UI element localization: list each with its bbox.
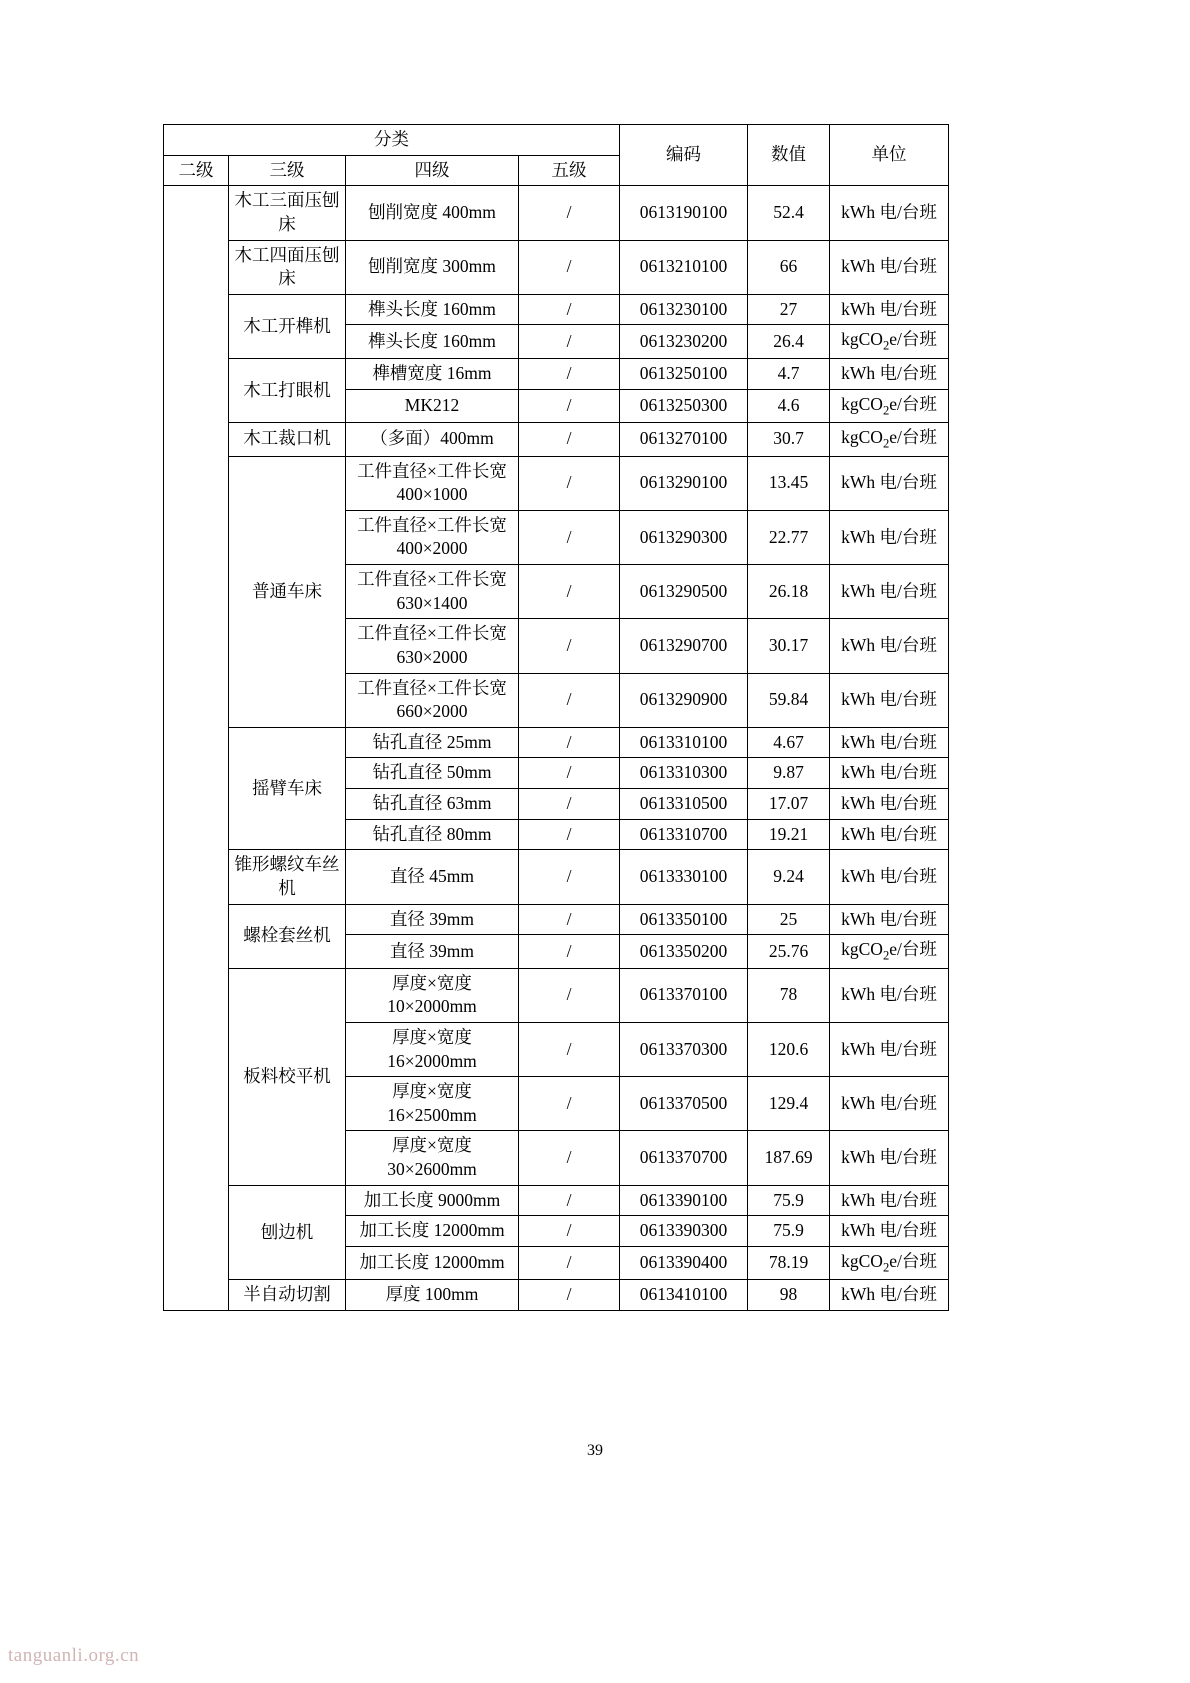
cell-level4: 厚度 100mm [346, 1280, 519, 1311]
cell-level5: / [519, 294, 620, 325]
cell-level5: / [519, 904, 620, 935]
table-row [164, 727, 949, 758]
cell-level3: 木工开榫机 [229, 294, 346, 358]
cell-code: 0613290700 [620, 619, 748, 673]
table-row [164, 850, 949, 904]
cell-code: 0613290300 [620, 510, 748, 564]
cell-level5: / [519, 186, 620, 240]
cell-level5: / [519, 389, 620, 423]
cell-unit: kWh 电/台班 [830, 1077, 949, 1131]
cell-level3: 摇臂车床 [229, 727, 346, 850]
cell-code: 0613310100 [620, 727, 748, 758]
cell-code: 0613370300 [620, 1022, 748, 1076]
cell-level5: / [519, 1216, 620, 1247]
cell-level4: 榫槽宽度 16mm [346, 358, 519, 389]
cell-value: 98 [748, 1280, 830, 1311]
table-row [164, 186, 949, 240]
cell-level4: 钻孔直径 25mm [346, 727, 519, 758]
cell-level4: 工件直径×工件长宽 660×2000 [346, 673, 519, 727]
cell-code: 0613210100 [620, 240, 748, 294]
watermark: tanguanli.org.cn [8, 1645, 140, 1666]
cell-level4: 工件直径×工件长宽 630×1400 [346, 565, 519, 619]
cell-value: 30.7 [748, 423, 830, 457]
cell-level4: 榫头长度 160mm [346, 325, 519, 359]
cell-code: 0613290100 [620, 456, 748, 510]
cell-level3: 木工三面压刨床 [229, 186, 346, 240]
header-classification: 分类 [164, 125, 620, 156]
cell-unit: kWh 电/台班 [830, 294, 949, 325]
cell-value: 19.21 [748, 819, 830, 850]
cell-level5: / [519, 935, 620, 969]
cell-value: 9.87 [748, 758, 830, 789]
header-unit: 单位 [830, 125, 949, 186]
cell-unit: kWh 电/台班 [830, 240, 949, 294]
cell-code: 0613230100 [620, 294, 748, 325]
cell-code: 0613290900 [620, 673, 748, 727]
cell-unit: kgCO$_2$e/台班 [830, 325, 949, 359]
cell-level5: / [519, 819, 620, 850]
cell-value: 4.7 [748, 358, 830, 389]
cell-unit: kgCO$_2$e/台班 [830, 389, 949, 423]
cell-code: 0613410100 [620, 1280, 748, 1311]
cell-value: 9.24 [748, 850, 830, 904]
cell-unit: kWh 电/台班 [830, 510, 949, 564]
cell-value: 26.18 [748, 565, 830, 619]
cell-level5: / [519, 1022, 620, 1076]
header-code: 编码 [620, 125, 748, 186]
cell-code: 0613350200 [620, 935, 748, 969]
cell-code: 0613270100 [620, 423, 748, 457]
cell-unit: kWh 电/台班 [830, 456, 949, 510]
table-row [164, 240, 949, 294]
cell-code: 0613310300 [620, 758, 748, 789]
cell-level4: 工件直径×工件长宽 400×2000 [346, 510, 519, 564]
cell-level4: 榫头长度 160mm [346, 294, 519, 325]
cell-code: 0613230200 [620, 325, 748, 359]
cell-level4: 刨削宽度 400mm [346, 186, 519, 240]
page-number: 39 [587, 1442, 603, 1459]
cell-level5: / [519, 850, 620, 904]
table-row [164, 294, 949, 325]
cell-code: 0613370100 [620, 968, 748, 1022]
cell-value: 66 [748, 240, 830, 294]
cell-unit: kWh 电/台班 [830, 850, 949, 904]
cell-value: 52.4 [748, 186, 830, 240]
cell-level5: / [519, 510, 620, 564]
cell-code: 0613390300 [620, 1216, 748, 1247]
table-header [164, 125, 949, 186]
cell-level4: 钻孔直径 80mm [346, 819, 519, 850]
cell-code: 0613310700 [620, 819, 748, 850]
cell-level4: 厚度×宽度 16×2000mm [346, 1022, 519, 1076]
cell-unit: kgCO$_2$e/台班 [830, 935, 949, 969]
cell-level3: 木工四面压刨床 [229, 240, 346, 294]
header-level3: 三级 [229, 155, 346, 186]
cell-value: 59.84 [748, 673, 830, 727]
cell-level3: 锥形螺纹车丝机 [229, 850, 346, 904]
table-header-row-1 [164, 125, 949, 156]
cell-unit: kWh 电/台班 [830, 565, 949, 619]
cell-level5: / [519, 565, 620, 619]
cell-level5: / [519, 423, 620, 457]
cell-value: 78 [748, 968, 830, 1022]
cell-code: 0613330100 [620, 850, 748, 904]
cell-level5: / [519, 1246, 620, 1280]
cell-level4: 加工长度 9000mm [346, 1185, 519, 1216]
cell-level4: 工件直径×工件长宽 630×2000 [346, 619, 519, 673]
cell-level4: 直径 45mm [346, 850, 519, 904]
equipment-energy-table [163, 124, 949, 1311]
header-value: 数值 [748, 125, 830, 186]
cell-code: 0613350100 [620, 904, 748, 935]
cell-level5: / [519, 758, 620, 789]
cell-level2 [164, 186, 229, 1311]
cell-unit: kWh 电/台班 [830, 673, 949, 727]
cell-value: 26.4 [748, 325, 830, 359]
cell-code: 0613390400 [620, 1246, 748, 1280]
cell-level4: 工件直径×工件长宽 400×1000 [346, 456, 519, 510]
cell-level5: / [519, 1077, 620, 1131]
cell-unit: kgCO$_2$e/台班 [830, 423, 949, 457]
cell-level3: 木工裁口机 [229, 423, 346, 457]
header-level2: 二级 [164, 155, 229, 186]
cell-value: 25.76 [748, 935, 830, 969]
cell-value: 22.77 [748, 510, 830, 564]
cell-level5: / [519, 968, 620, 1022]
cell-code: 0613250300 [620, 389, 748, 423]
cell-value: 4.6 [748, 389, 830, 423]
cell-unit: kWh 电/台班 [830, 1131, 949, 1185]
cell-level3: 普通车床 [229, 456, 346, 727]
cell-unit: kWh 电/台班 [830, 789, 949, 820]
cell-value: 129.4 [748, 1077, 830, 1131]
cell-level5: / [519, 325, 620, 359]
cell-value: 120.6 [748, 1022, 830, 1076]
cell-value: 75.9 [748, 1216, 830, 1247]
equipment-energy-table-container [163, 124, 948, 1311]
cell-value: 17.07 [748, 789, 830, 820]
cell-code: 0613250100 [620, 358, 748, 389]
cell-level5: / [519, 358, 620, 389]
cell-level5: / [519, 1280, 620, 1311]
cell-level4: 钻孔直径 63mm [346, 789, 519, 820]
cell-level3: 木工打眼机 [229, 358, 346, 422]
table-body [164, 186, 949, 1311]
cell-unit: kWh 电/台班 [830, 619, 949, 673]
cell-unit: kWh 电/台班 [830, 1216, 949, 1247]
header-level4: 四级 [346, 155, 519, 186]
cell-level5: / [519, 619, 620, 673]
cell-level4: （多面）400mm [346, 423, 519, 457]
cell-code: 0613390100 [620, 1185, 748, 1216]
cell-code: 0613310500 [620, 789, 748, 820]
header-level5: 五级 [519, 155, 620, 186]
cell-level3: 板料校平机 [229, 968, 346, 1185]
cell-code: 0613190100 [620, 186, 748, 240]
cell-level3: 螺栓套丝机 [229, 904, 346, 968]
table-row [164, 1185, 949, 1216]
cell-value: 75.9 [748, 1185, 830, 1216]
cell-level5: / [519, 1185, 620, 1216]
cell-level5: / [519, 673, 620, 727]
cell-level4: 直径 39mm [346, 935, 519, 969]
cell-unit: kWh 电/台班 [830, 358, 949, 389]
cell-level5: / [519, 456, 620, 510]
cell-value: 25 [748, 904, 830, 935]
cell-level4: MK212 [346, 389, 519, 423]
cell-level4: 钻孔直径 50mm [346, 758, 519, 789]
cell-level3: 半自动切割 [229, 1280, 346, 1311]
cell-level5: / [519, 727, 620, 758]
cell-unit: kWh 电/台班 [830, 727, 949, 758]
cell-level4: 直径 39mm [346, 904, 519, 935]
cell-unit: kWh 电/台班 [830, 968, 949, 1022]
cell-value: 27 [748, 294, 830, 325]
table-row [164, 358, 949, 389]
cell-level4: 厚度×宽度 16×2500mm [346, 1077, 519, 1131]
cell-unit: kWh 电/台班 [830, 904, 949, 935]
cell-unit: kWh 电/台班 [830, 758, 949, 789]
cell-level5: / [519, 240, 620, 294]
cell-code: 0613290500 [620, 565, 748, 619]
cell-level4: 加工长度 12000mm [346, 1216, 519, 1247]
cell-unit: kWh 电/台班 [830, 186, 949, 240]
cell-level4: 刨削宽度 300mm [346, 240, 519, 294]
cell-level5: / [519, 1131, 620, 1185]
cell-value: 187.69 [748, 1131, 830, 1185]
cell-level4: 加工长度 12000mm [346, 1246, 519, 1280]
table-row [164, 456, 949, 510]
table-row [164, 904, 949, 935]
cell-value: 4.67 [748, 727, 830, 758]
table-row [164, 968, 949, 1022]
cell-level5: / [519, 789, 620, 820]
table-row [164, 423, 949, 457]
cell-level4: 厚度×宽度 10×2000mm [346, 968, 519, 1022]
cell-unit: kWh 电/台班 [830, 819, 949, 850]
cell-code: 0613370500 [620, 1077, 748, 1131]
cell-level4: 厚度×宽度 30×2600mm [346, 1131, 519, 1185]
cell-unit: kWh 电/台班 [830, 1022, 949, 1076]
cell-unit: kWh 电/台班 [830, 1280, 949, 1311]
cell-value: 13.45 [748, 456, 830, 510]
cell-code: 0613370700 [620, 1131, 748, 1185]
cell-unit: kgCO$_2$e/台班 [830, 1246, 949, 1280]
cell-unit: kWh 电/台班 [830, 1185, 949, 1216]
cell-value: 78.19 [748, 1246, 830, 1280]
cell-level3: 刨边机 [229, 1185, 346, 1280]
table-row [164, 1280, 949, 1311]
cell-value: 30.17 [748, 619, 830, 673]
